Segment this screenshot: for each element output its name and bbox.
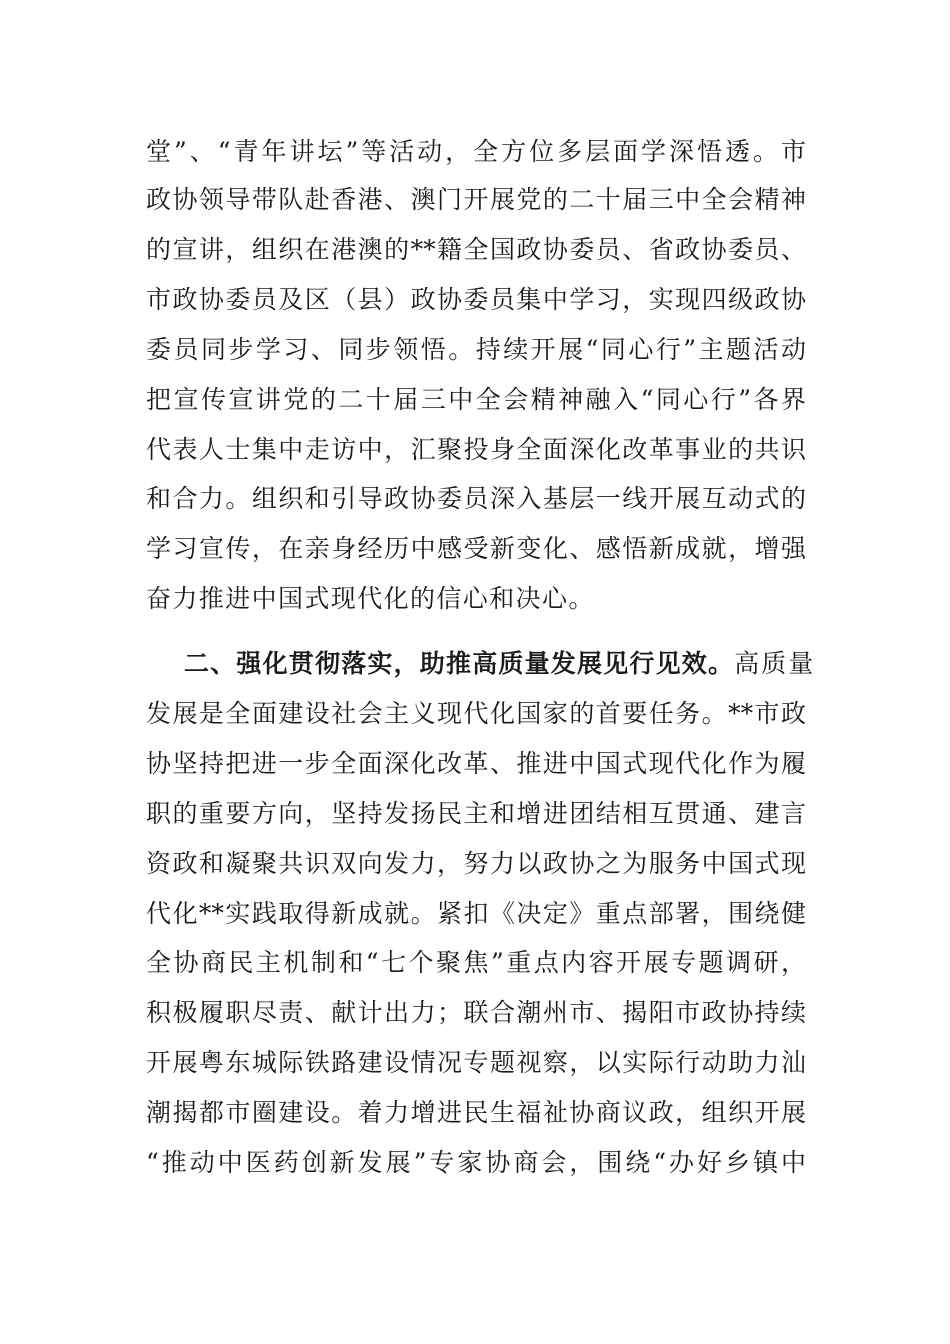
text-line: 资政和凝聚共识双向发力，努力以政协之为服务中国式现 [146,849,806,878]
section-heading-line [184,649,816,679]
text-line-last: 奋力推进中国式现代化的信心和决心。 [146,584,595,613]
text-line: 代化**实践取得新成就。紧扣《决定》重点部署，围绕健 [146,899,806,928]
text-line: 和合力。组织和引导政协委员深入基层一线开展互动式的 [146,484,806,513]
text-line: 委员同步学习、同步领悟。持续开展“同心行”主题活动 [146,335,806,364]
text-line: 潮揭都市圈建设。着力增进民生福祉协商议政，组织开展 [146,1098,806,1127]
text-line: 积极履职尽责、献计出力；联合潮州市、揭阳市政协持续 [146,998,806,1027]
text-line: 全协商民主机制和“七个聚焦”重点内容开展专题调研， [146,948,806,977]
text-line: 开展粤东城际铁路建设情况专题视察，以实际行动助力汕 [146,1048,806,1077]
text-line: 协坚持把进一步全面深化改革、推进中国式现代化作为履 [146,749,806,778]
text-line: 政协领导带队赴香港、澳门开展党的二十届三中全会精神 [146,185,806,214]
text-line: 学习宣传，在亲身经历中感受新变化、感悟新成就，增强 [146,534,806,563]
text-line: 发展是全面建设社会主义现代化国家的首要任务。**市政 [146,699,806,728]
text-line: 市政协委员及区（县）政协委员集中学习，实现四级政协 [146,285,806,314]
section-heading-continuation: 高质量 [734,649,816,678]
text-line: 的宣讲，组织在港澳的**籍全国政协委员、省政协委员、 [146,235,806,264]
text-line: 职的重要方向，坚持发扬民主和增进团结相互贯通、建言 [146,799,806,828]
section-heading: 二、强化贯彻落实，助推高质量发展见行见效。 [184,649,735,678]
text-line: 堂”、“青年讲坛”等活动，全方位多层面学深悟透。市 [146,137,806,166]
text-line: 代表人士集中走访中，汇聚投身全面深化改革事业的共识 [146,435,806,464]
text-line: “推动中医药创新发展”专家协商会，围绕“办好乡镇中 [146,1148,806,1177]
text-line: 把宣传宣讲党的二十届三中全会精神融入“同心行”各界 [146,385,806,414]
